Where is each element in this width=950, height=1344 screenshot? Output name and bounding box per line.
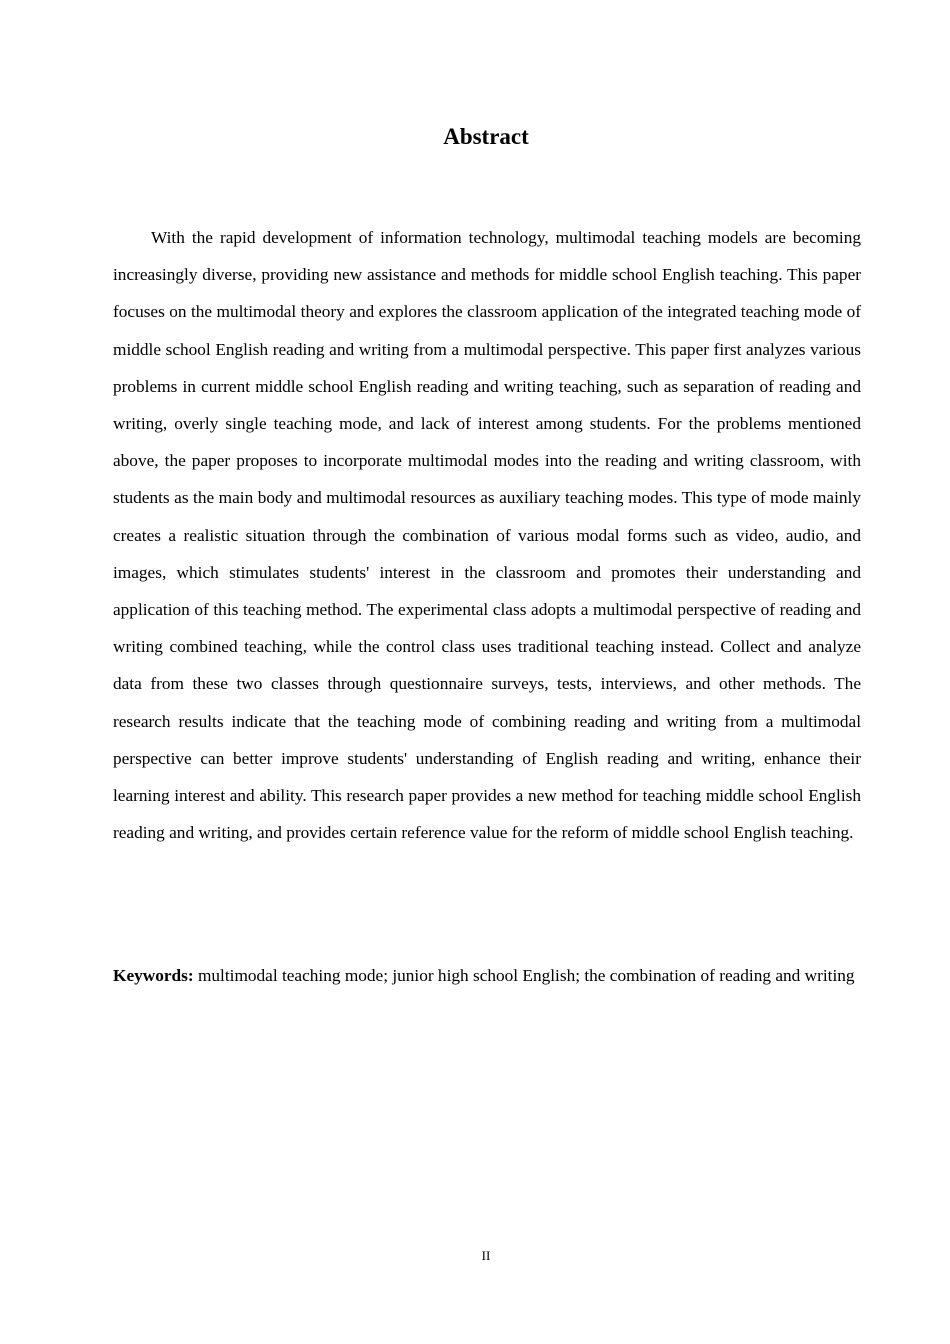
- page-number: II: [481, 1248, 491, 1263]
- abstract-paragraph: With the rapid development of information technology, multimodal teaching models are becoming increasingly diverse, providing new assistance and methods for middle school English teaching. This paper focuses on the multimodal theory and explores the classroom application of the integrated teaching mode of middle school English reading and writing from a multimodal perspective. This paper first analyzes various problems in current middle school English reading and writing teaching, such as separation of reading and writing, overly single teaching mode, and lack of interest among students. For the problems mentioned above, the paper proposes to incorporate multimodal modes into the reading and writing classroom, with students as the main body and multimodal resources as auxiliary teaching modes. This type of mode mainly creates a realistic situation through the combination of various modal forms such as video, audio, and images, which stimulates students' interest in the classroom and promotes their understanding and application of this teaching method. The experimental class adopts a multimodal perspective of reading and writing combined teaching, while the control class uses traditional teaching instead. Collect and analyze data from these two classes through questionnaire surveys, tests, interviews, and other methods. The research results indicate that the teaching mode of combining reading and writing from a multimodal perspective can better improve students' understanding of English reading and writing, enhance their learning interest and ability. This research paper provides a new method for teaching middle school English reading and writing, and provides certain reference value for the reform of middle school English teaching.: [113, 228, 861, 843]
- keywords-line: [113, 960, 859, 991]
- keywords-label: Keywords:: [113, 966, 194, 985]
- page-title: Abstract: [443, 124, 529, 149]
- keywords-text: multimodal teaching mode; junior high school English; the combination of reading and writing: [193, 966, 855, 985]
